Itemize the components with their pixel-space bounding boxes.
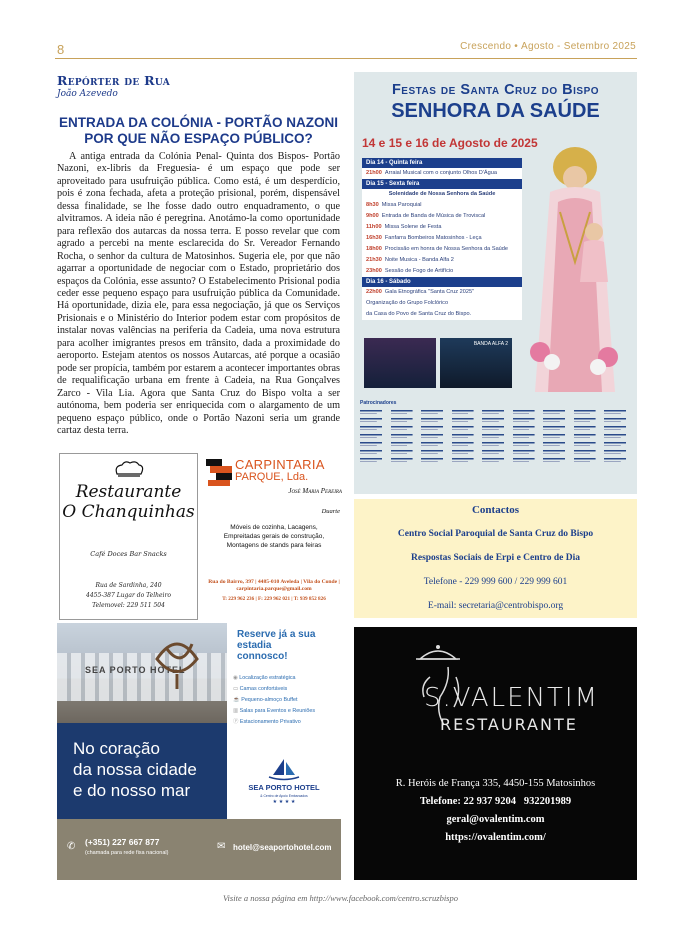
svalentim-phone[interactable]: Telefone: 22 937 9204 932201989: [419, 796, 572, 807]
service-line: Empreitadas gerais de construção,: [223, 533, 325, 540]
chairs-icon: ▥: [233, 708, 240, 714]
hotel-feature: ◉ Localização estratégica: [233, 675, 296, 681]
svalentim-name: S.VALENTIM: [424, 683, 600, 713]
patrons-title: Patrocinadores: [360, 400, 397, 406]
section-title: Repórter de Rua: [57, 73, 171, 88]
issue-date: Agosto - Setembro 2025: [521, 41, 636, 52]
article-title-line: ENTRADA DA COLÓNIA - PORTÃO NAZONI: [59, 115, 338, 130]
svalentim-website[interactable]: https://ovalentim.com/: [445, 832, 546, 843]
program-event: 21h00 Arraial Musical com o conjunto Olhos D'Água: [366, 170, 497, 176]
hotel-photo: [57, 623, 227, 723]
hotel-logo-sub: & Centro de Apoio Embarcados: [260, 794, 308, 798]
hotel-feature: ▭ Camas confortáveis: [233, 686, 288, 692]
program-event: 11h00 Missa Solene de Festa: [366, 224, 442, 230]
saint-statue-image: [520, 142, 630, 402]
location-icon: ◉: [233, 675, 240, 681]
poster-dates: 14 e 15 e 16 de Agosto de 2025: [362, 136, 538, 150]
restaurant-address: Rua de Sardinha, 240: [95, 582, 162, 589]
author: João Azevedo: [57, 89, 118, 99]
hotel-slogan: [73, 738, 223, 801]
contacts-org: Centro Social Paroquial de Santa Cruz do Bispo: [397, 529, 594, 539]
band-photo: [364, 338, 436, 388]
band-photo: [440, 338, 512, 388]
hotel-feature: ▥ Salas para Eventos e Reuniões: [233, 708, 316, 714]
article-body: A antiga entrada da Colónia Penal- Quinta dos Bispos- Portão Nazoni, ex-libris da Freguesia- é um espaço que pode ser aproveitado para usufruição pública. Como está, é um desperdício, pois é zona fechada, afeta a proteção prisional, porém, dispensável dessa finalidade, se lhe fosse dado outro enquadramento, o que alvitramos. A ideia não é peregrina. Anotámo-la como oportunidade para reflexão dos autarcas da nossa terra. E posso revelar que com agrado a percebi na mente esclarecida do Sr. Vereador Fernando Rocha, o senhor da cultura de Matosinhos. Sugeria ele, por que não agarrar a oportunidade de negociar com o Estado, proprietário dos espaços da Colónia, esse assunto? O Estabelecimento Prisional podia ceder esse pequeno espaço para usufruição pública da Comunidade. Há oportunidade, dizia ele, para essa negociação, já que os Serviços Prisionais e o Ministério do Interior podem estar com propósitos de instalar novas valências na periferia da Cadeia, uma nova estrutura para acolher imigrantes presos em trânsito, dada a proximidade do aeroporto. Estejam atentos os nossos Autarcas, até porque a ocasião pode ser propícia, também por estarem a acontecer importantes obras de requalificação urbana em frente à Cadeia, na Rua Gonçalves Zarco - Vila Lia. Agora que Santa Cruz do Bispo volta a ser autónoma, bem poderia ser enriquecida com o alargamento de um pequeno espaço público, onde o Portão Nazoni seria um grande cartaz desta terra.: [57, 151, 340, 436]
hotel-reserve-text: Reserve já a sua estadia connosco!: [237, 629, 316, 662]
hotel-phone[interactable]: (+351) 227 667 877: [85, 837, 160, 847]
hotel-info-panel: [227, 623, 341, 819]
hotel-feature: ☕ Pequeno-almoço Buffet: [233, 697, 298, 703]
slogan-line: da nossa cidade: [73, 760, 197, 779]
mail-icon: ✉: [217, 841, 226, 852]
program-event: 21h30 Noite Musica - Banda Alfa 2: [366, 257, 454, 263]
service-line: Móveis de cozinha, Lacagens,: [230, 524, 318, 531]
carpintaria-ad: [204, 453, 344, 618]
program-day: Dia 16 - Sábado: [362, 277, 522, 287]
restaurant-chanquinhas-ad: [59, 453, 198, 620]
program-event: 16h30 Fanfarra Bombeiros Matosinhos - Leça: [366, 235, 482, 241]
slogan-line: e do nosso mar: [73, 781, 191, 800]
poster-subtitle: SENHORA DA SAÚDE: [391, 100, 600, 122]
bed-icon: ▭: [233, 686, 240, 692]
carpentry-name: CARPINTARIA: [235, 457, 325, 472]
program-event: da Casa do Povo de Santa Cruz do Bispo.: [366, 311, 472, 317]
contacts-box: [354, 499, 637, 618]
program-event: 8h30 Missa Paroquial: [366, 202, 422, 208]
header-rule: [55, 58, 637, 59]
hotel-email[interactable]: hotel@seaportohotel.com: [233, 843, 332, 852]
carpentry-phones: T: 229 962 236 | F: 229 962 021 | T: 939 852 826: [222, 596, 326, 602]
program-event: Solenidade de Nossa Senhora da Saúde: [388, 191, 496, 197]
program-event: 9h00 Entrada de Banda de Música de Troviscal: [366, 213, 486, 219]
contacts-phone: Telefone - 229 999 600 / 229 999 601: [423, 577, 568, 587]
contacts-email[interactable]: E-mail: secretaria@centrobispo.org: [427, 601, 564, 611]
newspaper-name: Crescendo: [460, 41, 512, 52]
hotel-logo: SEA PORTO HOTEL: [248, 783, 320, 792]
coffee-icon: ☕: [233, 697, 242, 703]
hotel-features: [233, 673, 337, 728]
carpentry-services: [204, 523, 344, 550]
hotel-phone-note: (chamada para rede fixa nacional): [85, 850, 169, 856]
hotel-sign: SEA PORTO HOTEL: [85, 665, 186, 675]
sail-logo-icon: [267, 757, 301, 781]
contacts-services: Respostas Sociais de Erpi e Centro de Dia: [411, 553, 580, 563]
article-title: [57, 115, 340, 147]
sculpture-icon: [152, 629, 202, 689]
svalentim-subtitle: RESTAURANTE: [440, 715, 578, 734]
carpentry-logo-icon: [206, 457, 234, 487]
program-event: Organização do Grupo Folclórico: [366, 300, 449, 306]
hotel-contact-bar: [57, 819, 341, 880]
contacts-title: Contactos: [471, 504, 520, 516]
program-day: Dia 14 - Quinta feira: [362, 158, 522, 168]
patrons-grid: [360, 409, 632, 463]
article-title-line: POR QUE NÃO ESPAÇO PÚBLICO?: [84, 131, 313, 146]
chef-hat-icon: [112, 460, 146, 478]
parking-icon: Ⓟ: [233, 719, 240, 725]
festival-poster: [354, 72, 637, 494]
restaurant-tagline: Café Doces Bar Snacks: [90, 550, 167, 558]
page-number: 8: [57, 42, 65, 57]
poster-patrons: [360, 400, 632, 490]
carpentry-name: PARQUE, Lda.: [235, 471, 309, 483]
waiter-cloche-icon: [410, 637, 480, 727]
page-footer: Visite a nossa página em http://www.facebook.com/centro.scruzbispo: [223, 893, 458, 903]
hotel-feature: Ⓟ Estacionamento Privativo: [233, 719, 301, 725]
restaurant-name: Restaurante: [75, 482, 182, 502]
hotel-stars: ★ ★ ★ ★: [272, 799, 296, 805]
program-day: Dia 15 - Sexta feira: [362, 179, 522, 189]
svalentim-address: R. Heróis de França 335, 4450-155 Matosinhos: [395, 778, 596, 789]
phone-icon: ✆: [67, 841, 76, 852]
svalentim-restaurant-ad: [354, 627, 637, 880]
program-event: 23h00 Sessão de Fogo de Artifício: [366, 268, 454, 274]
carpentry-address: Rua do Bairro, 397 | 4485-010 Aveleda | Vila do Conde | carpintaria.parque@gmail.com: [208, 579, 340, 592]
band-photos: [364, 338, 514, 388]
service-line: Montagens de stands para feiras: [226, 542, 322, 549]
program-event: 18h00 Procissão em honra de Nossa Senhora da Saúde: [366, 246, 509, 252]
restaurant-postcode: 4455-387 Lugar do Telheiro: [86, 592, 171, 599]
running-header: Crescendo • Agosto - Setembro 2025: [460, 41, 636, 52]
slogan-line: No coração: [73, 739, 160, 758]
restaurant-name: O Chanquinhas: [62, 502, 195, 522]
poster-title: Festas de Santa Cruz do Bispo: [391, 82, 600, 98]
sea-porto-hotel-ad: [57, 623, 341, 880]
carpentry-owner: José Maria Pereira: [288, 487, 342, 495]
poster-program: [362, 158, 522, 320]
program-event: 22h00 Gala Etnográfica "Santa Cruz 2025": [366, 289, 475, 295]
band-photo-label: BANDA ALFA 2: [473, 341, 508, 347]
restaurant-phone: Telemovel: 229 511 504: [92, 602, 165, 609]
carpentry-owner-sub: Duarte: [321, 508, 340, 515]
svalentim-email[interactable]: geral@ovalentim.com: [446, 814, 545, 825]
